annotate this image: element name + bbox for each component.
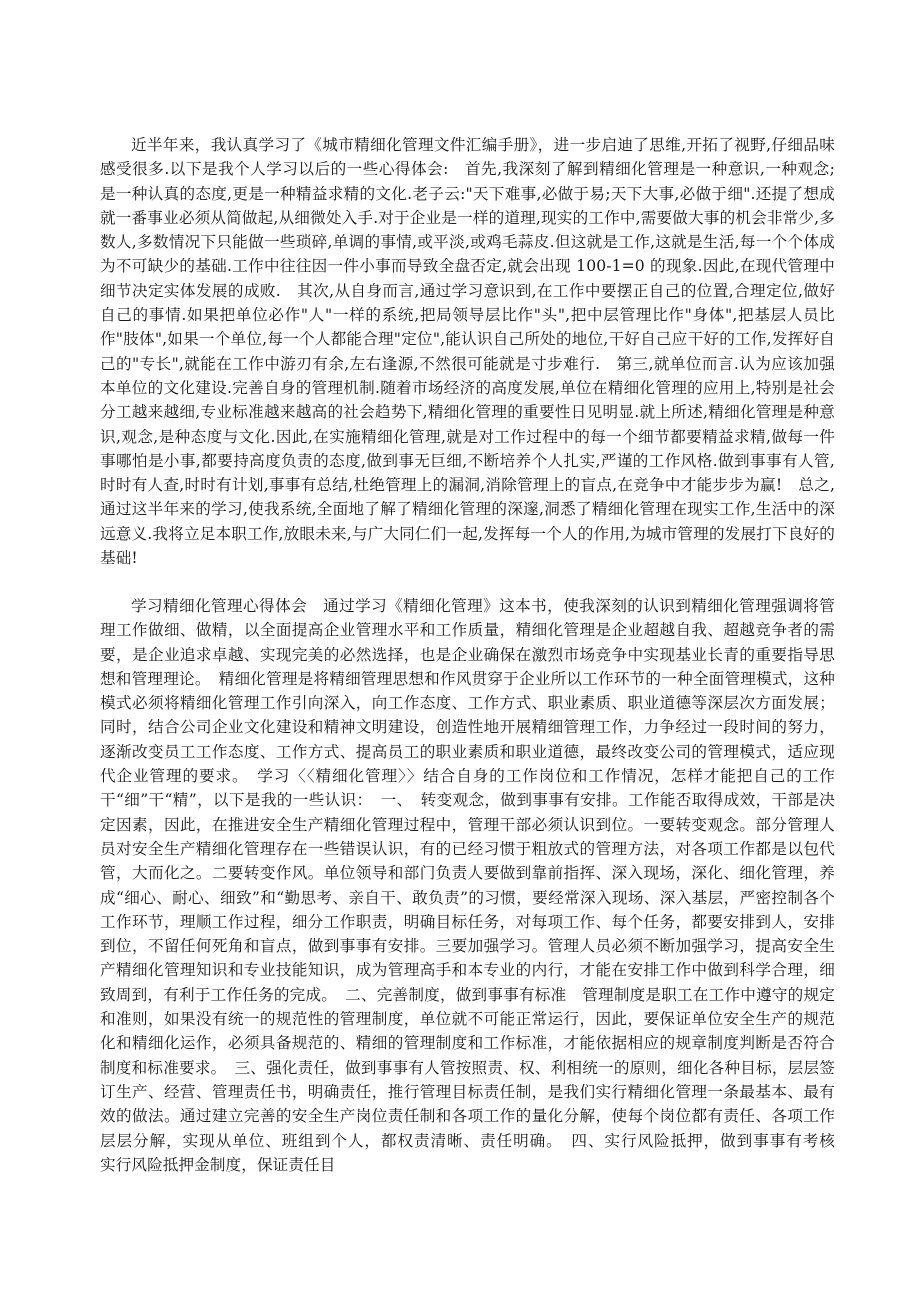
paragraph-first-essay: 近半年来，我认真学习了《城市精细化管理文件汇编手册》，进一步启迪了思维,开拓了视野,仔细品味感受很多.以下是我个人学习以后的一些心得体会: 首先,我深刻了解到精细化管理是一种意识,一种观念; 是一种认真的态度,更是一种精益求精的文化.老子云:"天下难事,必做于易;天下大事,必做于细".还提了想成就一番事业必须从简做起,从细微处入手.对于企业是一样的道理,现实的工作中,需要做大事的机会非常少,多数人,多数情况下只能做一些琐碎,单调的事情,或平淡,或鸡毛蒜皮.但这就是工作,这就是生活,每一个个体成为不可缺少的基础.工作中往往因一件小事而导致全盘否定,就会出现 100-1=0 的现象.因此,在现代管理中细节决定实体发展的成败. 其次,从自身而言,通过学习意识到,在工作中要摆正自己的位置,合理定位,做好自己的事情.如果把单位必作"人"一样的系统,把局领导层比作"头",把中层管理比作"身体",把基层人员比作"肢体",如果一个单位,每一个人都能合理"定位",能认识自己所处的地位,干好自己应干好的工作,发挥好自己的"专长",就能在工作中游刃有余,左右逢源,不然很可能就是寸步难行. 第三,就单位而言.认为应该加强本单位的文化建设.完善自身的管理机制.随着市场经济的高度发展,单位在精细化管理的应用上,特别是社会分工越来越细,专业标准越来越高的社会趋势下,精细化管理的重要性日见明显.就上所述,精细化管理是种意识,观念,是种态度与文化.因此,在实施精细化管理,就是对工作过程中的每一个细节都要精益求精,做每一件事哪怕是小事,都要持高度负责的态度,做到事无巨细,不断培养个人扎实,严谨的工作风格.做到事事有人管,时时有人查,时时有计划,事事有总结,杜绝管理上的漏洞,消除管理上的盲点,在竞争中才能步步为赢! 总之,通过这半年来的学习,使我系统,全面地了解了精细化管理的深邃,洞悉了精细化管理在现实工作,生活中的深远意义.我将立足本职工作,放眼未来,与广大同仁们一起,发挥每一个人的作用,为城市管理的发展打下良好的基础! [100, 136, 835, 568]
paragraph-second-essay: 学习精细化管理心得体会 通过学习《精细化管理》这本书，使我深刻的认识到精细化管理强调将管理工作做细、做精，以全面提高企业管理水平和工作质量，精细化管理是企业超越自我、超越竞争者的需要，是企业追求卓越、实现完美的必然选择，也是企业确保在激烈市场竞争中实现基业长青的重要指导思想和管理理论。 精细化管理是将精细管理思想和作风贯穿于企业所以工作环节的一种全面管理模式，这种模式必须将精细化管理工作引向深入，向工作态度、工作方式、职业素质、职业道德等深层次方面发展；同时，结合公司企业文化建设和精神文明建设，创造性地开展精细管理工作，力争经过一段时间的努力，逐渐改变员工工作态度、工作方式、提高员工的职业素质和职业道德，最终改变公司的管理模式，适应现代企业管理的要求。 学习〈〈精细化管理〉〉结合自身的工作岗位和工作情况，怎样才能把自己的工作干“细”干“精”，以下是我的一些认识： 一、 转变观念，做到事事有安排。工作能否取得成效，干部是决定因素，因此，在推进安全生产精细化管理过程中，管理干部必须认识到位。一要转变观念。部分管理人员对安全生产精细化管理存在一些错误认识，有的已经习惯于粗放式的管理方法，对各项工作都是以包代管，大而化之。二要转变作风。单位领导和部门负责人要做到靠前指挥、深入现场，深化、细化管理，养成“细心、耐心、细致”和“勤思考、亲自干、敢负责”的习惯，要经常深入现场、深入基层，严密控制各个工作环节，理顺工作过程，细分工作职责，明确目标任务，对每项工作、每个任务，都要安排到人，安排到位，不留任何死角和盲点，做到事事有安排。三要加强学习。管理人员必须不断加强学习，提高安全生产精细化管理知识和专业技能知识，成为管理高手和本专业的内行，才能在安排工作中做到科学合理，细致周到，有利于工作任务的完成。 二、完善制度，做到事事有标准 管理制度是职工在工作中遵守的规定和准则，如果没有统一的规范性的管理制度，单位就不可能正常运行，因此，要保证单位安全生产的规范化和精细化运作，必须具备规范的、精细的管理制度和工作标准，才能依据相应的规章制度判断是否符合制度和标准要求。 三、强化责任，做到事事有人管按照责、权、利相统一的原则，细化各种目标，层层签订生产、经营、管理责任书，明确责任，推行管理目标责任制，是我们实行精细化管理一条最基本、最有效的做法。通过建立完善的安全生产岗位责任制和各项工作的量化分解，使每个岗位都有责任、各项工作层层分解，实现从单位、班组到个人，都权责清晰、责任明确。 四、实行风险抵押，做到事事有考核 实行风险抵押金制度，保证责任目 [100, 597, 867, 1174]
